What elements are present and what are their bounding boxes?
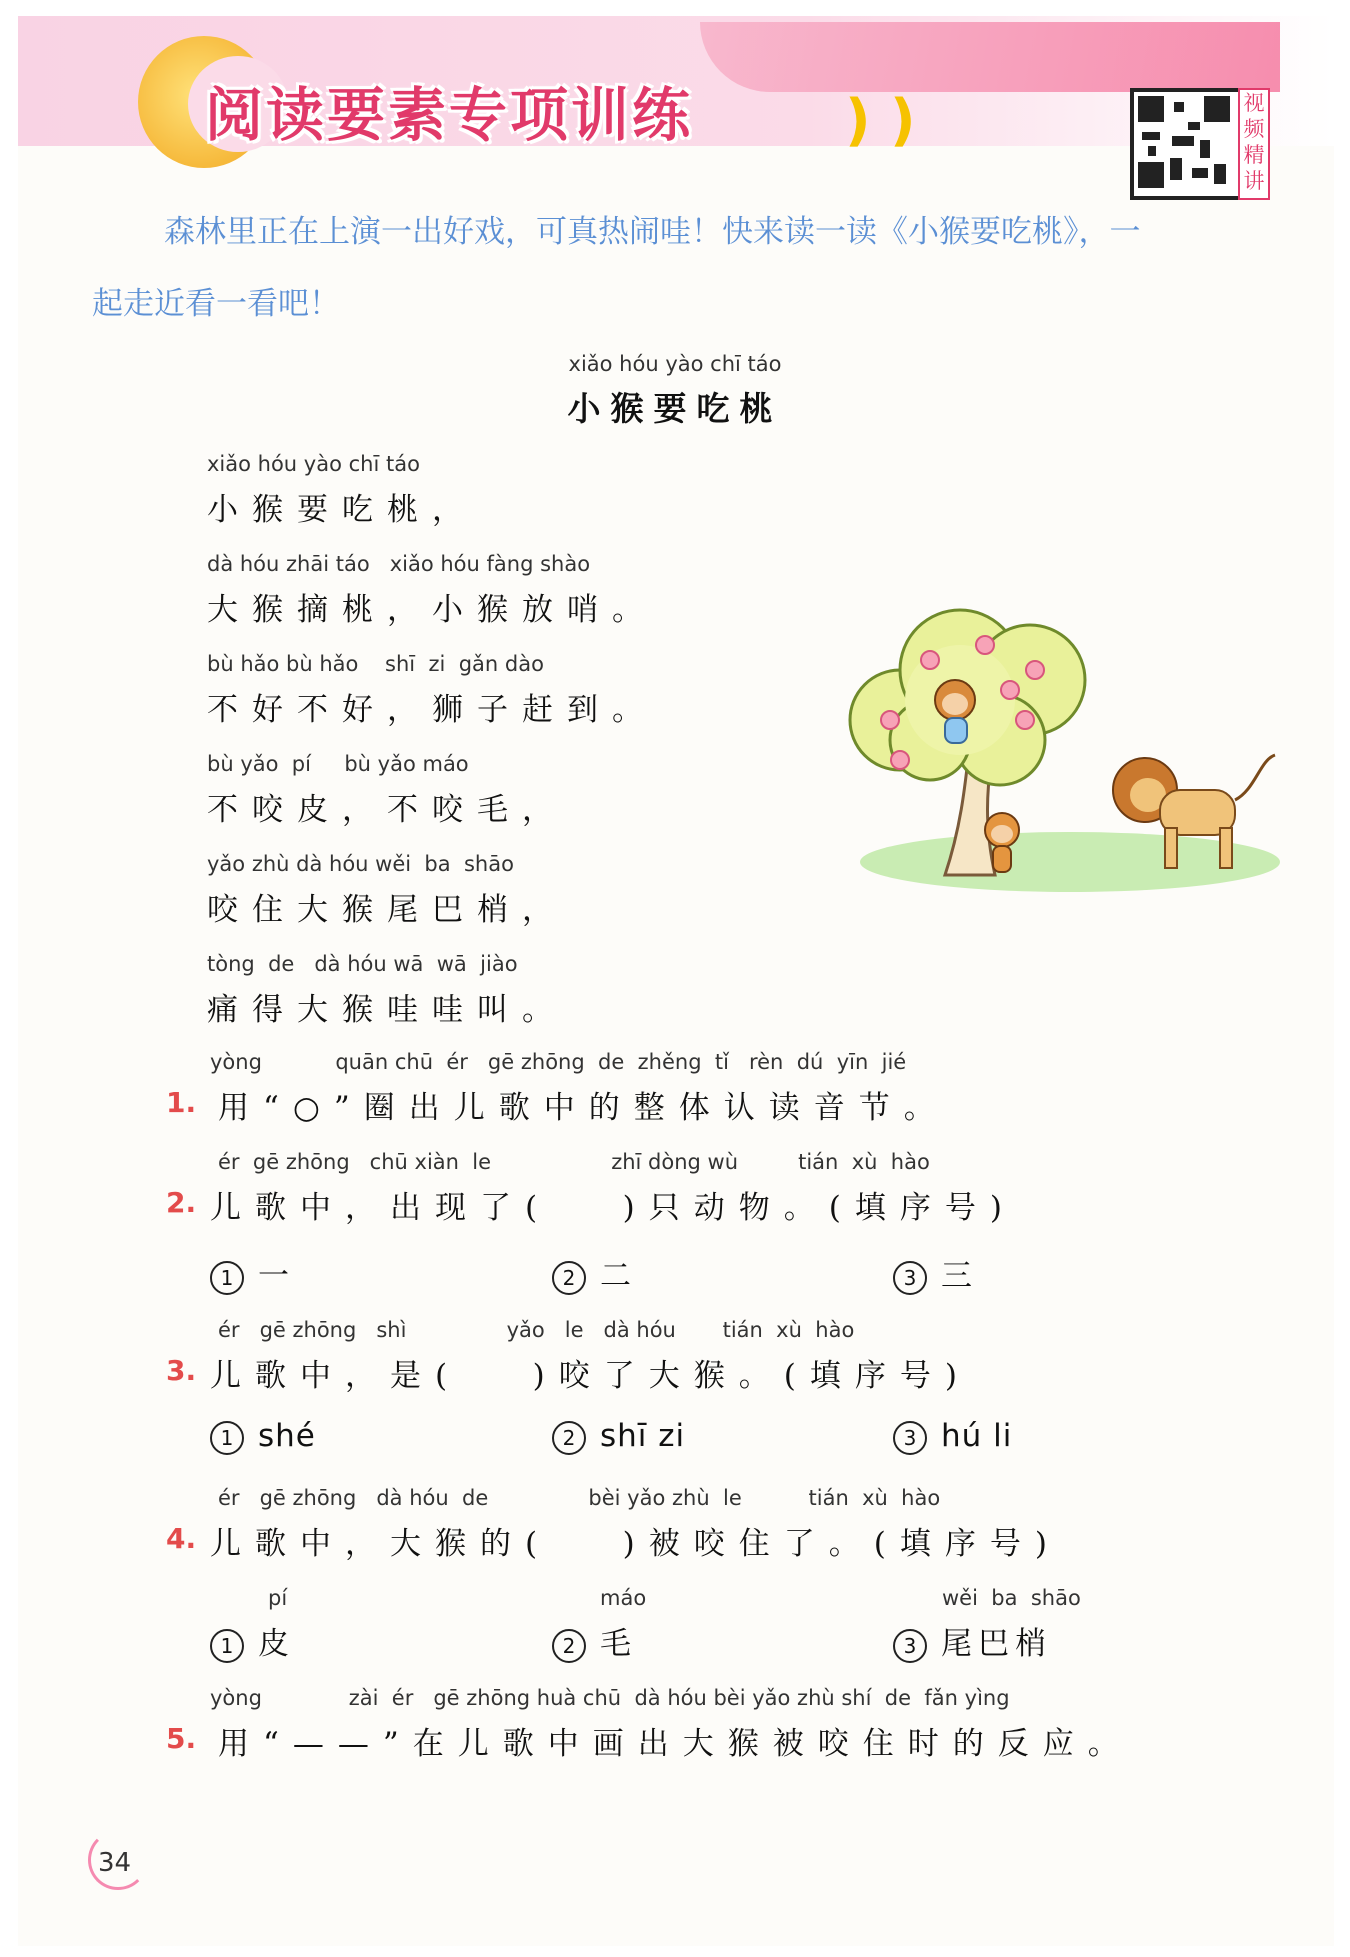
question-pinyin: ér gē zhōng chū xiàn le zhī dòng wù tián xù hào bbox=[218, 1150, 930, 1174]
question-pinyin: ér gē zhōng shì yǎo le dà hóu tián xù hào bbox=[218, 1318, 855, 1342]
question-text: 用“——”在儿歌中画出大猴被咬住时的反应。 bbox=[218, 1726, 1133, 1762]
option-1[interactable] bbox=[210, 1618, 295, 1663]
question-number: 5. bbox=[166, 1722, 197, 1755]
poem-line-pinyin: tòng de dà hóu wā wā jiào bbox=[207, 952, 518, 976]
poem-line: 痛得大猴哇哇叫。 bbox=[207, 992, 567, 1028]
illustration bbox=[780, 590, 1280, 910]
poem-line: 不好不好，狮子赶到。 bbox=[207, 692, 657, 728]
option-marker: 1 bbox=[210, 1421, 244, 1455]
crescent-icon: ) bbox=[845, 88, 871, 153]
option-text: 尾巴梢 bbox=[941, 1626, 1052, 1662]
poem-title: 小猴要吃桃 bbox=[567, 389, 783, 428]
page-number: 34 bbox=[98, 1848, 132, 1878]
question-text: 儿歌中，大猴的( )被咬住了。(填序号) bbox=[210, 1526, 1061, 1562]
option-text: 皮 bbox=[258, 1626, 295, 1662]
poem-title-pinyin: xiǎo hóu yào chī táo bbox=[568, 352, 782, 376]
option-marker: 2 bbox=[552, 1629, 586, 1663]
option-marker: 3 bbox=[893, 1421, 927, 1455]
option-3[interactable] bbox=[893, 1618, 1052, 1663]
poem-line: 大猴摘桃，小猴放哨。 bbox=[207, 592, 657, 628]
question-pinyin: yòng zài ér gē zhōng huà chū dà hóu bèi yǎo zhù shí de fǎn yìng bbox=[210, 1686, 1010, 1710]
option-text: 毛 bbox=[600, 1626, 637, 1662]
question-text: 儿歌中，出现了( )只动物。(填序号) bbox=[210, 1190, 1016, 1226]
option-3[interactable] bbox=[893, 1250, 978, 1295]
option-1[interactable] bbox=[210, 1418, 316, 1455]
question-pinyin: ér gē zhōng dà hóu de bèi yǎo zhù le tián xù hào bbox=[218, 1486, 941, 1510]
question-number: 2. bbox=[166, 1186, 197, 1219]
option-text: 三 bbox=[941, 1258, 978, 1294]
poem-line-pinyin: xiǎo hóu yào chī táo bbox=[207, 452, 420, 476]
option-marker: 1 bbox=[210, 1261, 244, 1295]
option-1[interactable] bbox=[210, 1250, 295, 1295]
crescent-icon: ) bbox=[890, 88, 916, 153]
poem-line: 小猴要吃桃， bbox=[207, 492, 477, 528]
intro-line-1: 森林里正在上演一出好戏，可真热闹哇！快来读一读《小猴要吃桃》，一 bbox=[164, 214, 1141, 250]
option-text: 二 bbox=[600, 1258, 637, 1294]
option-marker: 2 bbox=[552, 1261, 586, 1295]
option-3[interactable] bbox=[893, 1418, 1012, 1455]
question-pinyin: yòng quān chū ér gē zhōng de zhěng tǐ rèn dú yīn jié bbox=[210, 1050, 907, 1074]
option-text: shé bbox=[258, 1418, 316, 1454]
question-number: 1. bbox=[166, 1086, 197, 1119]
banner-stripe bbox=[700, 22, 1280, 92]
option-pinyin: pí bbox=[268, 1586, 288, 1610]
option-marker: 1 bbox=[210, 1629, 244, 1663]
option-2[interactable] bbox=[552, 1618, 637, 1663]
qr-code[interactable] bbox=[1130, 88, 1242, 200]
poem-line-pinyin: bù hǎo bù hǎo shī zi gǎn dào bbox=[207, 652, 544, 676]
option-2[interactable] bbox=[552, 1418, 685, 1455]
option-pinyin: wěi ba shāo bbox=[942, 1586, 1081, 1610]
option-text: shī zi bbox=[600, 1418, 686, 1454]
option-marker: 3 bbox=[893, 1261, 927, 1295]
poem-line: 不咬皮，不咬毛， bbox=[207, 792, 567, 828]
question-number: 4. bbox=[166, 1522, 197, 1555]
poem-line: 咬住大猴尾巴梢， bbox=[207, 892, 567, 928]
question-text: 用“○”圈出儿歌中的整体认读音节。 bbox=[218, 1090, 949, 1126]
option-text: hú li bbox=[941, 1418, 1013, 1454]
grass-patch bbox=[860, 832, 1280, 892]
option-pinyin: máo bbox=[600, 1586, 647, 1610]
video-label[interactable]: 视频精讲 bbox=[1238, 88, 1270, 200]
option-marker: 2 bbox=[552, 1421, 586, 1455]
option-text: 一 bbox=[258, 1258, 295, 1294]
poem-line-pinyin: yǎo zhù dà hóu wěi ba shāo bbox=[207, 852, 514, 876]
intro-line-2: 起走近看一看吧！ bbox=[92, 286, 340, 322]
poem-line-pinyin: dà hóu zhāi táo xiǎo hóu fàng shào bbox=[207, 552, 591, 576]
section-title: 阅读要素专项训练 bbox=[205, 81, 694, 149]
question-number: 3. bbox=[166, 1354, 197, 1387]
option-marker: 3 bbox=[893, 1629, 927, 1663]
option-2[interactable] bbox=[552, 1250, 637, 1295]
question-text: 儿歌中，是( )咬了大猴。(填序号) bbox=[210, 1358, 971, 1394]
poem-line-pinyin: bù yǎo pí bù yǎo máo bbox=[207, 752, 469, 776]
